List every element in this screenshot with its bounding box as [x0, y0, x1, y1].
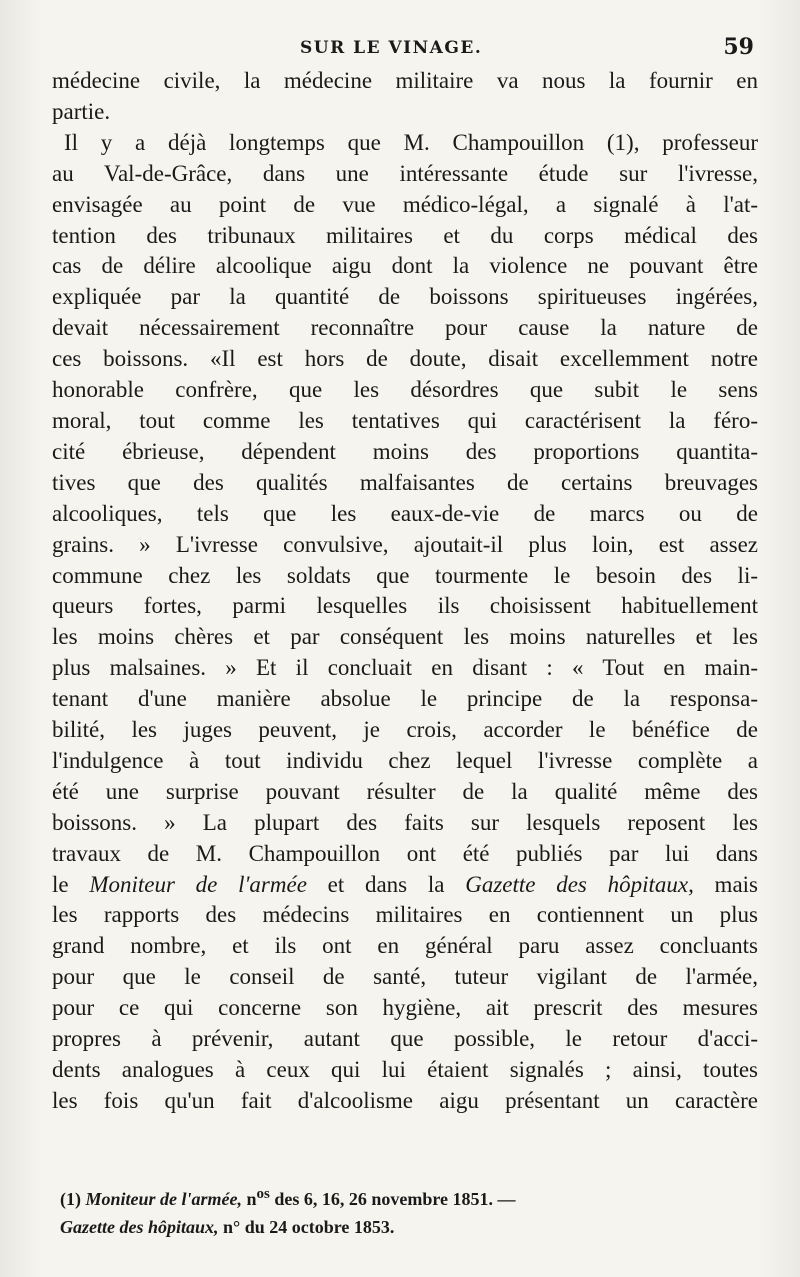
text-line: cité ébrieuse, dépendent moins des proportions quantita-	[52, 438, 758, 464]
text-line: partie.	[52, 98, 111, 124]
page-header	[60, 34, 760, 64]
text-line: moral, tout comme les tentatives qui caractérisent la féro-	[52, 407, 758, 433]
text-line: alcooliques, tels que les eaux-de-vie de marcs ou de	[52, 500, 758, 526]
text-run: le	[52, 871, 90, 897]
text-run: mais	[693, 871, 759, 897]
footnote	[60, 1180, 760, 1241]
page-number: 59	[723, 34, 754, 60]
text-line: dents analogues à ceux qui lui étaient signalés ; ainsi, toutes	[52, 1057, 758, 1082]
text-line-with-italics	[52, 870, 758, 901]
superscript: os	[256, 1186, 270, 1202]
text-line: bilité, les juges peuvent, je crois, accorder le bénéfice de	[52, 717, 758, 743]
text-line: été une surprise pouvant résulter de la qualité même des	[52, 778, 758, 804]
text-line: au Val-de-Grâce, dans une intéressante étude sur l'ivresse,	[52, 160, 758, 186]
text-line: honorable confrère, que les désordres que subit le sens	[52, 377, 758, 403]
footnote-marker: (1)	[60, 1189, 86, 1209]
journal-title: Gazette des hôpitaux,	[465, 871, 694, 897]
journal-title: Gazette des hôpitaux,	[60, 1217, 219, 1237]
text-line: Il y a déjà longtemps que M. Champouillon (1), professeur	[64, 129, 758, 155]
text-line: tenant d'une manière absolue le principe de la responsa-	[52, 686, 758, 712]
text-run: n° du 24 octobre 1853.	[218, 1217, 395, 1237]
body-text	[52, 66, 758, 1117]
text-line: tives que des qualités malfaisantes de certains breuvages	[52, 469, 758, 495]
text-line: médecine civile, la médecine militaire va nous la fournir en	[52, 68, 758, 93]
text-line: les rapports des médecins militaires en contiennent un plus	[52, 902, 758, 928]
journal-title: Moniteur de l'armée	[89, 871, 307, 897]
text-run: et dans la	[306, 871, 466, 897]
footnote-line	[60, 1213, 760, 1241]
text-line: envisagée au point de vue médico-légal, a signalé à l'at-	[52, 191, 758, 217]
text-line: cas de délire alcoolique aigu dont la violence ne pouvant être	[52, 253, 758, 279]
text-line: tention des tribunaux militaires et du corps médical des	[52, 222, 758, 248]
text-line: boissons. » La plupart des faits sur lesquels reposent les	[52, 809, 758, 835]
text-line: pour que le conseil de santé, tuteur vigilant de l'armée,	[52, 964, 758, 990]
journal-title: Moniteur de l'armée,	[85, 1189, 242, 1209]
footnote-line	[60, 1180, 760, 1213]
text-line: propres à prévenir, autant que possible, le retour d'acci-	[52, 1026, 758, 1052]
text-line: les moins chères et par conséquent les moins naturelles et les	[52, 624, 758, 650]
text-line: queurs fortes, parmi lesquelles ils choisissent habituellement	[52, 593, 758, 619]
text-run: n	[242, 1189, 257, 1209]
text-line: les fois qu'un fait d'alcoolisme aigu présentant un caractère	[52, 1087, 758, 1113]
text-run: des 6, 16, 26 novembre 1851. —	[269, 1189, 516, 1209]
running-title: SUR LE VINAGE.	[300, 38, 483, 58]
text-line: devait nécessairement reconnaître pour cause la nature de	[52, 315, 758, 341]
text-line: commune chez les soldats que tourmente le besoin des li-	[52, 562, 758, 588]
text-line: grains. » L'ivresse convulsive, ajoutait-il plus loin, est assez	[52, 531, 758, 557]
text-line: travaux de M. Champouillon ont été publiés par lui dans	[52, 840, 758, 866]
text-line: ces boissons. «Il est hors de doute, disait excellemment notre	[52, 346, 758, 372]
text-line: l'indulgence à tout individu chez lequel l'ivresse complète a	[52, 747, 758, 773]
text-line: expliquée par la quantité de boissons spiritueuses ingérées,	[52, 284, 758, 310]
text-line: grand nombre, et ils ont en général paru assez concluants	[52, 933, 758, 959]
text-line: pour ce qui concerne son hygiène, ait prescrit des mesures	[52, 995, 758, 1021]
text-line: plus malsaines. » Et il concluait en disant : « Tout en main-	[52, 655, 758, 681]
